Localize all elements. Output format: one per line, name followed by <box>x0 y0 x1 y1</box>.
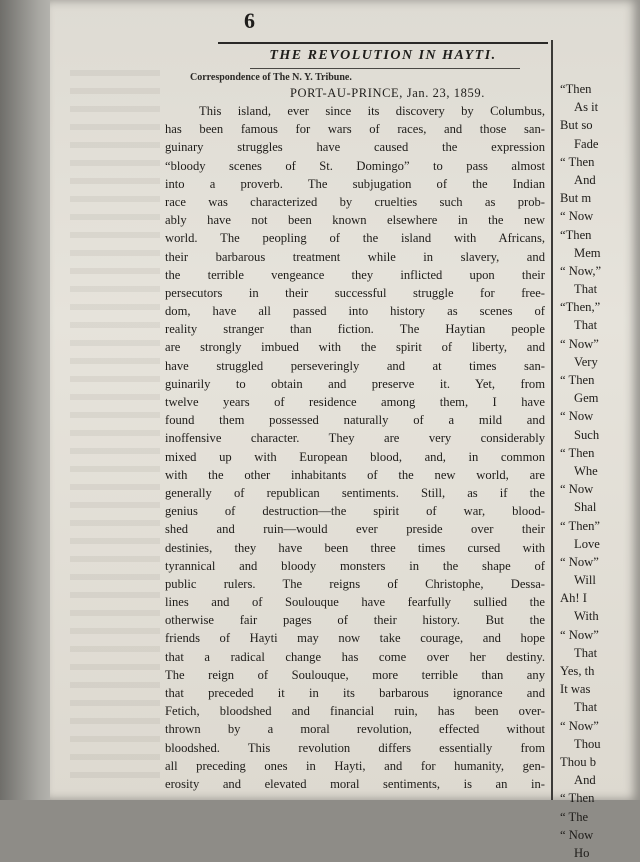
article-line: into a proverb. The subjugation of the Indian <box>165 176 545 191</box>
right-column-line: “ The <box>560 809 589 824</box>
right-column-line: “Then,” <box>560 300 601 315</box>
right-column-line: “ Now” <box>560 627 599 642</box>
article-line: The reign of Soulouque, more terrible than any <box>165 667 545 682</box>
right-column-line: “ Now” <box>560 554 599 569</box>
right-column-line: Yes, th <box>560 664 595 678</box>
right-column-line: Gem <box>574 391 599 406</box>
article-line: found them possessed naturally of a mild and <box>165 413 545 428</box>
article-line: race was characterized by cruelties such as prob- <box>165 194 545 209</box>
article-line: This island, ever since its discovery by Columbus, <box>199 104 545 118</box>
right-column-line: Will <box>574 573 596 588</box>
right-column-line: Ah! I <box>560 591 587 606</box>
article-line: friends of Hayti may now take courage, and hope <box>165 631 545 646</box>
article-line: shed and ruin—would ever preside over their <box>165 522 545 537</box>
right-column-line: That <box>574 700 598 715</box>
right-column-line: That <box>574 282 598 297</box>
article-line: twelve years of residence among them, I have <box>165 395 545 409</box>
right-column-line: “ Now <box>560 409 594 424</box>
article-line: inoffensive character. They are very considerably <box>165 431 545 446</box>
right-column-line: And <box>574 172 596 187</box>
right-column-line: Thou b <box>560 754 597 769</box>
article-line: tyrannical and bloody monsters in the shape of <box>165 558 545 573</box>
article-line: the terrible vengeance they inflicted upon their <box>165 267 545 282</box>
right-column-line: “ Now,” <box>560 263 602 278</box>
right-column-line: Very <box>574 354 598 369</box>
dateline: PORT-AU-PRINCE, Jan. 23, 1859. <box>290 86 485 100</box>
article-line: that a radical change has come over her destiny. <box>165 649 545 664</box>
article-line: dom, have all passed into history as scenes of <box>165 304 545 319</box>
article-line: bloodshed. This revolution differs essentially from <box>165 740 545 755</box>
article-line: mixed up with European blood, and, in common <box>165 449 545 464</box>
article-line: all preceding ones in Hayti, and for humanity, gen- <box>165 758 545 773</box>
article-line: have struggled perseveringly and at times san- <box>165 358 545 373</box>
correspondence-line: Correspondence of The N. Y. Tribune. <box>190 72 352 83</box>
right-column-line: “Then <box>560 82 592 96</box>
article-line: guinarily to obtain and preserve it. Yet, from <box>165 376 545 391</box>
column-rule <box>551 40 553 800</box>
right-column-line: That <box>574 318 598 333</box>
faded-left-column <box>70 70 160 790</box>
article-line: erosity and elevated moral sentiments, is an in- <box>165 776 545 791</box>
right-column-line: Love <box>574 536 600 551</box>
page-number: 6 <box>244 8 255 33</box>
right-column-line: “ Now <box>560 827 594 842</box>
article-line: with the other inhabitants of the new world, are <box>165 467 545 482</box>
right-column-line: That <box>574 645 598 660</box>
right-column-line: Fade <box>574 136 599 151</box>
right-column-line: “ Then <box>560 154 595 169</box>
right-column-line: “ Then <box>560 445 595 460</box>
right-column-line: Shal <box>574 500 597 515</box>
right-column-line: But m <box>560 191 592 206</box>
right-column-line: “ Then <box>560 373 595 387</box>
article-line: has been famous for wars of races, and those san- <box>165 122 545 137</box>
article-heading: THE REVOLUTION IN HAYTI. <box>269 48 497 63</box>
article-line: destinies, they have been three times cursed with <box>165 540 545 555</box>
right-column-line: It was <box>560 682 591 697</box>
article-line: genius of destruction—the spirit of war, blood- <box>165 504 545 519</box>
right-column-line: Ho <box>574 845 590 860</box>
article-line: guinary struggles have caused the expression <box>165 140 545 155</box>
right-column-line: Whe <box>574 463 598 478</box>
article-line: lines and of Soulouque have fearfully sullied the <box>165 595 545 610</box>
article-line: “bloody scenes of St. Domingo” to pass almost <box>165 158 545 173</box>
right-column-line: “ Now” <box>560 336 599 351</box>
article-line: ably have not been known elsewhere in the new <box>165 213 545 228</box>
right-column-line: Mem <box>574 245 601 260</box>
article-line: world. The peopling of the island with Africans, <box>165 231 545 246</box>
right-column-line: Thou <box>574 736 601 751</box>
article-line: their barbarous treatment while in slavery, and <box>165 249 545 264</box>
article-line: thrown by a moral revolution, effected without <box>165 722 545 737</box>
right-column-line: “ Now <box>560 209 594 224</box>
heading-rule <box>250 68 520 69</box>
top-rule <box>218 42 548 44</box>
right-column-line: “ Then” <box>560 518 600 533</box>
article-line: public rulers. The reigns of Christophe, Dessa- <box>165 576 545 591</box>
article-line: Fetich, bloodshed and financial ruin, has been over- <box>165 704 545 719</box>
right-column-line: “ Now” <box>560 718 599 733</box>
right-column-line: Such <box>574 427 600 442</box>
right-column-line: “ Then <box>560 791 595 806</box>
article-line: are strongly imbued with the spirit of liberty, and <box>165 340 545 355</box>
right-column-line: “Then <box>560 227 592 242</box>
article-body <box>165 102 545 793</box>
right-column-line: As it <box>574 100 599 115</box>
right-column-poem <box>560 80 640 862</box>
article-line: otherwise fair pages of their history. But the <box>165 613 545 628</box>
right-column-line: “ Now <box>560 482 594 497</box>
article-line: reality stranger than fiction. The Haytian people <box>165 322 545 337</box>
article-line: generally of republican sentiments. Still, as if the <box>165 485 545 500</box>
right-column-line: And <box>574 773 596 788</box>
article-line: that preceded it in its barbarous ignorance and <box>165 686 545 700</box>
article-line: persecutors in their successful struggle for free- <box>165 285 545 300</box>
right-column-line: With <box>574 609 599 624</box>
right-column-line: But so <box>560 118 593 133</box>
